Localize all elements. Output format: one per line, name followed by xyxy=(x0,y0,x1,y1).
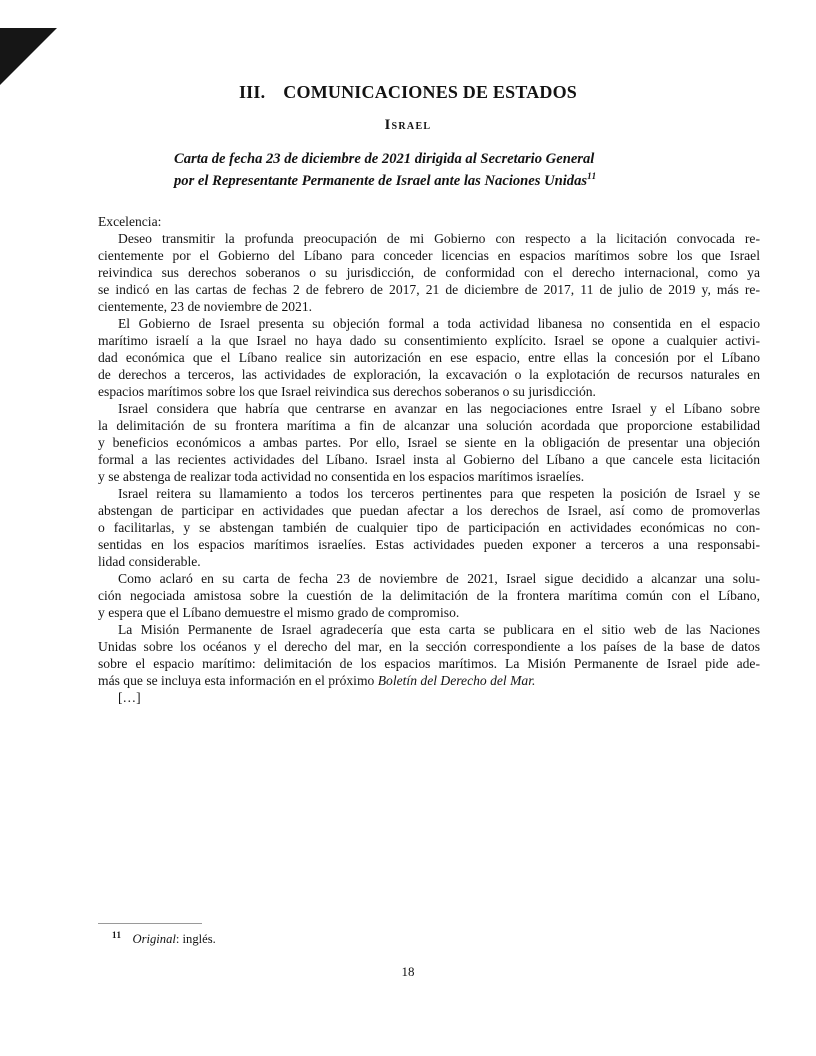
section-title xyxy=(98,82,718,103)
section-title-text: COMUNICACIONES DE ESTADOS xyxy=(283,82,578,102)
letter-text-line: El Gobierno de Israel presenta su objeción formal a toda actividad libanesa no consentida en el espacio xyxy=(118,316,760,331)
section-numeral: III. xyxy=(238,82,266,102)
letter-body xyxy=(98,213,760,706)
letter-text-line: marítimo israelí a la que Israel no haya dado su consentimiento explícito. Israel se opone a cualquier activi- xyxy=(98,333,760,348)
letter-paragraphs xyxy=(98,230,760,689)
footnote xyxy=(98,931,216,948)
letter-text-line: formal a las recientes actividades del Líbano. Israel insta al Gobierno del Líbano a que cancele esta licitación xyxy=(98,452,760,467)
state-heading: Israel xyxy=(384,117,432,133)
letter-paragraph xyxy=(98,570,760,621)
letter-text-line: o facilitarlas, y se abstengan también de cualquier tipo de participación en actividades económicas no con- xyxy=(98,520,760,535)
letter-text-line: sentidas en los espacios marítimos israelíes. Estas actividades pueden exponer a terceros a una responsabi- xyxy=(98,537,760,552)
letter-paragraph xyxy=(98,485,760,570)
letter-text-line: la delimitación de su frontera marítima a fin de alcanzar una solución acordada que proporcione estabilidad xyxy=(98,418,760,433)
letter-paragraph xyxy=(98,315,760,400)
letter-text-line: La Misión Permanente de Israel agradecería que esta carta se publicara en el sitio web de las Naciones xyxy=(118,622,760,637)
footnote-text: : inglés. xyxy=(175,932,216,946)
letter-text-line: más que se incluya esta información en el próximo Boletín del Derecho del Mar. xyxy=(98,673,536,688)
letter-text-line: Como aclaró en su carta de fecha 23 de noviembre de 2021, Israel sigue decidido a alcanzar una solu- xyxy=(118,571,760,586)
letter-text-line: reivindica sus derechos soberanos o su jurisdicción, de conformidad con el derecho internacional, como ya xyxy=(98,265,760,280)
letter-text-line: sobre el espacio marítimo: delimitación de los espacios marítimos. La Misión Permanente de Israel pide ade- xyxy=(98,656,760,671)
omission-ellipsis: […] xyxy=(118,690,141,705)
letter-text-line: abstengan de participar en actividades que puedan afectar a los derechos de Israel, así como de promoverlas xyxy=(98,503,760,518)
letter-text-line: y se abstenga de realizar toda actividad no consentida en los espacios marítimos israelíes. xyxy=(98,469,585,484)
letter-text-line: se indicó en las cartas de fechas 2 de febrero de 2017, 21 de diciembre de 2017, 11 de julio de 2019 y, más re- xyxy=(98,282,760,297)
letter-text-line: ción negociada amistosa sobre la cuestión de la delimitación de la frontera marítima común con el Líbano, xyxy=(98,588,760,603)
footnote-marker: 11 xyxy=(112,929,122,940)
letter-text-line: cientemente, 23 de noviembre de 2021. xyxy=(98,299,313,314)
letter-text-line: y espera que el Líbano demuestre el mismo grado de compromiso. xyxy=(98,605,460,620)
letter-text-line: espacios marítimos sobre los que Israel reivindica sus derechos soberanos o su jurisdicción. xyxy=(98,384,596,399)
salutation: Excelencia: xyxy=(98,214,162,229)
letter-text-line: Unidas sobre los océanos y el derecho del mar, en la sección correspondiente a los países de la base de datos xyxy=(98,639,760,654)
letter-paragraph xyxy=(98,230,760,315)
letter-text-line: Deseo transmitir la profunda preocupación de mi Gobierno con respecto a la licitación convocada re- xyxy=(118,231,760,246)
footnote-reference: 11 xyxy=(587,171,597,182)
letter-text-line: Israel reitera su llamamiento a todos los terceros pertinentes para que respeten la posición de Israel y se xyxy=(118,486,760,501)
scanned-corner-fold-artifact xyxy=(0,28,57,85)
letter-subtitle-line1: Carta de fecha 23 de diciembre de 2021 dirigida al Secretario General xyxy=(174,151,595,167)
page-number: 18 xyxy=(401,964,415,979)
letter-subtitle xyxy=(174,148,597,192)
footnote-label: Original xyxy=(132,932,176,946)
letter-paragraph xyxy=(98,621,760,689)
letter-text-line: Israel considera que habría que centrarse en avanzar en las negociaciones entre Israel y el Líbano sobre xyxy=(118,401,760,416)
letter-text-line: de derechos a terceros, las actividades de exploración, la excavación o la explotación de recursos naturales en xyxy=(98,367,760,382)
letter-text-line: dad económica que el Líbano realice sin autorización en ese espacio, entre ellas la concesión por el Líbano xyxy=(98,350,760,365)
footnote-separator-rule xyxy=(98,923,202,924)
letter-text-line: y beneficios económicos a ambas partes. Por ello, Israel se siente en la obligación de presentar una objeción xyxy=(98,435,760,450)
letter-subtitle-line2: por el Representante Permanente de Israel ante las Naciones Unidas$^{11}$ xyxy=(174,171,597,189)
letter-text-line: cientemente por el Gobierno del Líbano para conceder licencias en espacios marítimos sobre los que Israel xyxy=(98,248,760,263)
letter-paragraph xyxy=(98,400,760,485)
letter-text-line: lidad considerable. xyxy=(98,554,201,569)
